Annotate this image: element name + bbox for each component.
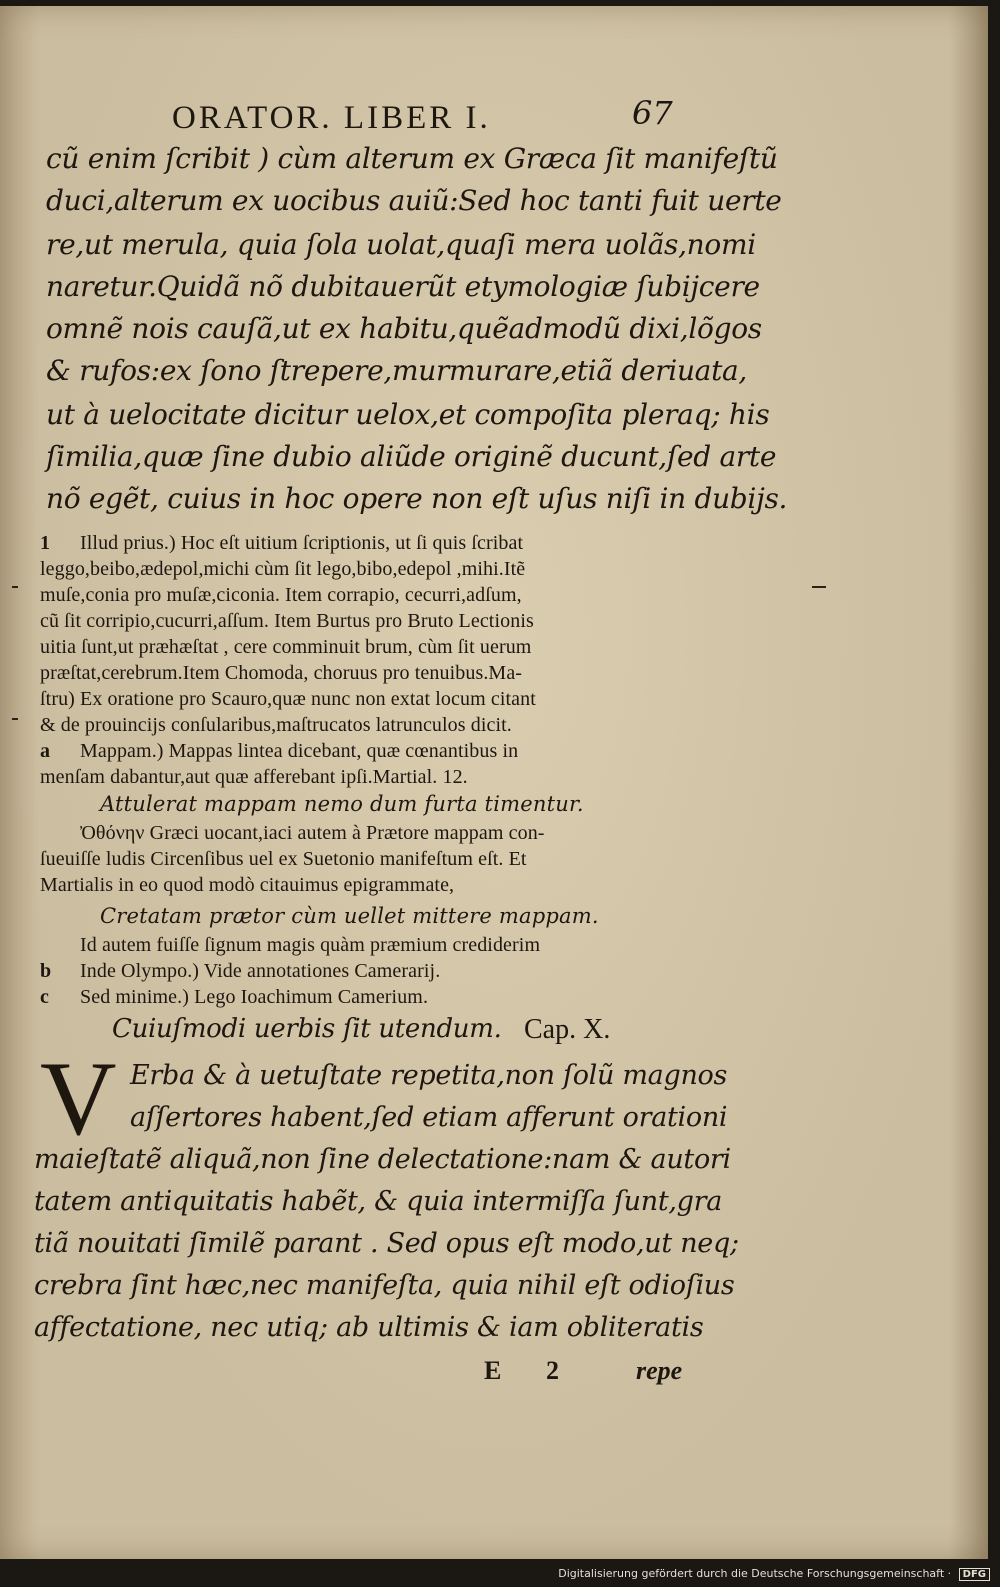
signature-number: 2 <box>546 1356 559 1385</box>
page-number: 67 <box>632 94 673 132</box>
chapter-text-line: Erba & à uetuſtate repetita,non ſolũ magnos <box>130 1060 728 1091</box>
main-text-line: naretur.Quidã nõ dubitauerũt etymologiæ ſubijcere <box>46 270 760 303</box>
chapter-text-line: affectatione, nec utiq; ab ultimis & iam obliteratis <box>34 1312 704 1343</box>
running-title: ORATOR. LIBER I. <box>172 100 491 136</box>
note-marker: c <box>40 986 49 1008</box>
note-line: leggo,beibo,ædepol,michi cùm ſit lego,bibo,edepol ,mihi.Itẽ <box>40 558 526 580</box>
chapter-number: Cap. X. <box>524 1014 611 1045</box>
note-line: Id autem fuiſſe ſignum magis quàm præmium crediderim <box>80 934 541 956</box>
signature-mark: E <box>484 1356 502 1385</box>
note-line: menſam dabantur,aut quæ afferebant ipſi.Martial. 12. <box>40 766 468 788</box>
margin-mark <box>12 586 18 588</box>
verse-quote: Attulerat mappam nemo dum furta timentur. <box>100 792 584 816</box>
main-text-line: & rufos:ex ſono ſtrepere,murmurare,etiã deriuata, <box>46 354 748 387</box>
note-line <box>40 986 428 1009</box>
viewer-footer <box>558 1567 990 1581</box>
note-line <box>40 960 440 983</box>
chapter-heading: Cuiuſmodi uerbis ſit utendum. <box>112 1014 502 1044</box>
chapter-text-line: tatem antiquitatis habẽt, & quia intermiſſa ſunt,gra <box>34 1186 723 1217</box>
note-line: uitia ſunt,ut præhæſtat , cere comminuit brum, cùm ſit uerum <box>40 636 532 658</box>
main-text-line: ut à uelocitate dicitur uelox,et compoſita pleraq; his <box>46 398 770 431</box>
funding-credit: Digitalisierung gefördert durch die Deutsche Forschungsgemeinschaft · <box>558 1567 952 1580</box>
note-line: præſtat,cerebrum.Item Chomoda, choruus pro tenuibus.Ma- <box>40 662 523 684</box>
note-marker: b <box>40 960 52 982</box>
margin-mark <box>12 718 18 720</box>
drop-cap: V <box>40 1040 117 1157</box>
catchword: repe <box>636 1356 683 1385</box>
note-text: Inde Olympo.) Vide annotationes Camerarij. <box>80 960 441 982</box>
note-line: ſueuiſſe ludis Circenſibus uel ex Suetonio manifeſtum eſt. Et <box>40 848 527 870</box>
note-line: cũ ſit corripio,cucurri,aſſum. Item Burtus pro Bruto Lectionis <box>40 610 534 632</box>
main-text-line: ſimilia,quæ ſine dubio aliũde originẽ ducunt,ſed arte <box>46 440 777 473</box>
note-line: Martialis in eo quod modò citauimus epigrammate, <box>40 874 455 896</box>
chapter-text-line: crebra ſint hæc,nec manifeſta, quia nihil eſt odioſius <box>34 1270 735 1301</box>
note-marker: 1 <box>40 532 51 554</box>
note-text: Mappam.) Mappas lintea dicebant, quæ cœnantibus in <box>80 740 519 762</box>
main-text-line: omnẽ nois cauſã,ut ex habitu,quẽadmodũ dixi,lõgos <box>46 312 762 345</box>
book-page <box>0 6 988 1559</box>
note-line: Ὀθόνην Græci uocant,iaci autem à Prætore mappam con- <box>80 822 545 844</box>
note-line <box>40 740 518 763</box>
note-line: muſe,conia pro muſæ,ciconia. Item corrapio, cecurri,adſum, <box>40 584 522 606</box>
verse-quote: Cretatam prætor cùm uellet mittere mappam. <box>100 904 599 928</box>
main-text-line: nõ egẽt, cuius in hoc opere non eſt uſus niſi in dubijs. <box>46 482 788 515</box>
main-text-line: re,ut merula, quia ſola uolat,quaſi mera uolãs,nomi <box>46 228 756 261</box>
note-text: Sed minime.) Lego Ioachimum Camerium. <box>80 986 429 1008</box>
note-text: Illud prius.) Hoc eſt uitium ſcriptionis, ut ſi quis ſcribat <box>80 532 524 554</box>
note-line: ſtru) Ex oratione pro Scauro,quæ nunc non extat locum citant <box>40 688 536 710</box>
margin-mark <box>812 586 826 588</box>
note-line: & de prouincijs conſularibus,maſtrucatos latrunculos dicit. <box>40 714 512 736</box>
chapter-text-line: aſſertores habent,ſed etiam afferunt orationi <box>130 1102 728 1133</box>
dfg-logo: DFG <box>959 1568 990 1581</box>
chapter-text-line: tiã nouitati ſimilẽ parant . Sed opus eſt modo,ut neq; <box>34 1228 739 1259</box>
chapter-text-line: maieſtatẽ aliquã,non ſine delectatione:nam & autori <box>34 1144 731 1175</box>
main-text-line: cũ enim ſcribit ) cùm alterum ex Græca ſit manifeſtũ <box>46 142 778 175</box>
note-line <box>40 532 523 555</box>
note-marker: a <box>40 740 51 762</box>
main-text-line: duci,alterum ex uocibus auiũ:Sed hoc tanti fuit uerte <box>46 184 782 217</box>
